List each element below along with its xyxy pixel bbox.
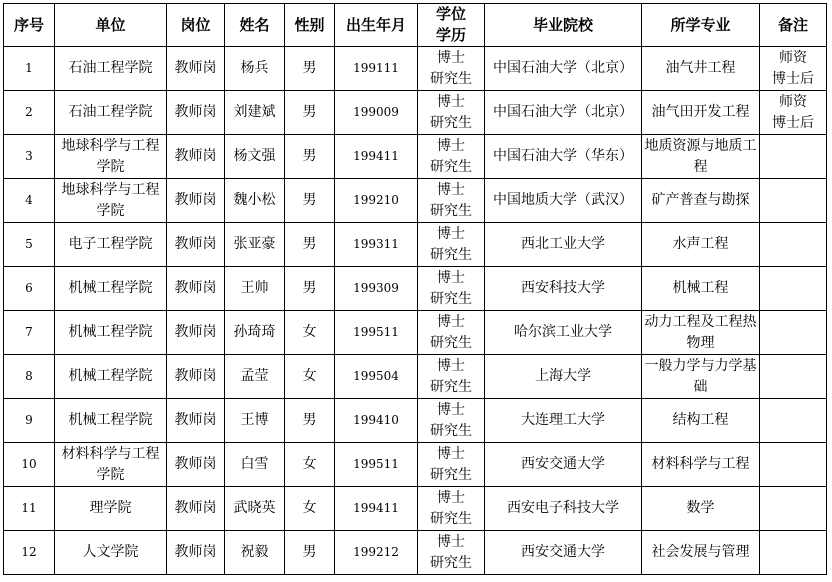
cell-post: 教师岗	[167, 47, 225, 91]
table-row	[4, 135, 827, 179]
cell-birth: 199111	[335, 47, 418, 91]
cell-note	[760, 135, 827, 179]
cell-note	[760, 311, 827, 355]
cell-degree: 博士 研究生	[418, 135, 485, 179]
cell-no: 3	[4, 135, 55, 179]
table-row	[4, 179, 827, 223]
cell-school: 西安交通大学	[485, 531, 642, 575]
cell-school: 中国石油大学（北京）	[485, 47, 642, 91]
cell-school: 西安电子科技大学	[485, 487, 642, 531]
cell-name: 孙琦琦	[225, 311, 285, 355]
cell-major: 动力工程及工程热物理	[642, 311, 760, 355]
header-name: 姓名	[225, 4, 285, 47]
cell-name: 刘建斌	[225, 91, 285, 135]
cell-unit: 机械工程学院	[55, 311, 167, 355]
cell-school: 西北工业大学	[485, 223, 642, 267]
cell-unit: 石油工程学院	[55, 47, 167, 91]
personnel-table	[3, 3, 827, 575]
cell-note	[760, 267, 827, 311]
cell-unit: 地球科学与工程学院	[55, 135, 167, 179]
cell-note	[760, 399, 827, 443]
cell-name: 张亚豪	[225, 223, 285, 267]
cell-birth: 199411	[335, 487, 418, 531]
cell-major: 油气田开发工程	[642, 91, 760, 135]
cell-note: 师资 博士后	[760, 47, 827, 91]
cell-no: 4	[4, 179, 55, 223]
cell-unit: 机械工程学院	[55, 267, 167, 311]
cell-name: 杨兵	[225, 47, 285, 91]
cell-birth: 199309	[335, 267, 418, 311]
cell-name: 杨文强	[225, 135, 285, 179]
cell-note: 师资 博士后	[760, 91, 827, 135]
cell-birth: 199511	[335, 443, 418, 487]
cell-degree: 博士 研究生	[418, 399, 485, 443]
table-row	[4, 91, 827, 135]
cell-no: 9	[4, 399, 55, 443]
table-row	[4, 267, 827, 311]
cell-post: 教师岗	[167, 311, 225, 355]
header-row	[4, 4, 827, 47]
cell-gender: 女	[285, 443, 335, 487]
cell-unit: 理学院	[55, 487, 167, 531]
cell-gender: 男	[285, 267, 335, 311]
cell-gender: 男	[285, 135, 335, 179]
header-major: 所学专业	[642, 4, 760, 47]
cell-school: 西安科技大学	[485, 267, 642, 311]
cell-post: 教师岗	[167, 135, 225, 179]
cell-note	[760, 487, 827, 531]
cell-gender: 男	[285, 91, 335, 135]
cell-unit: 机械工程学院	[55, 355, 167, 399]
cell-birth: 199511	[335, 311, 418, 355]
cell-gender: 男	[285, 399, 335, 443]
cell-name: 祝毅	[225, 531, 285, 575]
cell-school: 上海大学	[485, 355, 642, 399]
cell-degree: 博士 研究生	[418, 487, 485, 531]
cell-degree: 博士 研究生	[418, 47, 485, 91]
cell-unit: 材料科学与工程学院	[55, 443, 167, 487]
cell-unit: 电子工程学院	[55, 223, 167, 267]
cell-unit: 石油工程学院	[55, 91, 167, 135]
cell-degree: 博士 研究生	[418, 443, 485, 487]
cell-school: 大连理工大学	[485, 399, 642, 443]
cell-gender: 男	[285, 179, 335, 223]
cell-post: 教师岗	[167, 487, 225, 531]
cell-birth: 199009	[335, 91, 418, 135]
cell-gender: 女	[285, 311, 335, 355]
cell-major: 数学	[642, 487, 760, 531]
cell-no: 8	[4, 355, 55, 399]
cell-no: 10	[4, 443, 55, 487]
cell-post: 教师岗	[167, 91, 225, 135]
cell-school: 西安交通大学	[485, 443, 642, 487]
cell-no: 11	[4, 487, 55, 531]
cell-birth: 199504	[335, 355, 418, 399]
table-row	[4, 311, 827, 355]
cell-gender: 男	[285, 531, 335, 575]
cell-birth: 199210	[335, 179, 418, 223]
cell-post: 教师岗	[167, 223, 225, 267]
cell-name: 王博	[225, 399, 285, 443]
cell-degree: 博士 研究生	[418, 531, 485, 575]
cell-birth: 199311	[335, 223, 418, 267]
cell-birth: 199212	[335, 531, 418, 575]
cell-degree: 博士 研究生	[418, 267, 485, 311]
cell-school: 中国地质大学（武汉）	[485, 179, 642, 223]
cell-major: 材料科学与工程	[642, 443, 760, 487]
cell-name: 孟莹	[225, 355, 285, 399]
cell-no: 7	[4, 311, 55, 355]
cell-no: 6	[4, 267, 55, 311]
cell-gender: 女	[285, 487, 335, 531]
cell-unit: 地球科学与工程学院	[55, 179, 167, 223]
cell-no: 2	[4, 91, 55, 135]
cell-major: 地质资源与地质工程	[642, 135, 760, 179]
cell-name: 白雪	[225, 443, 285, 487]
cell-note	[760, 443, 827, 487]
table-row	[4, 487, 827, 531]
cell-major: 油气井工程	[642, 47, 760, 91]
cell-note	[760, 179, 827, 223]
cell-degree: 博士 研究生	[418, 179, 485, 223]
cell-major: 水声工程	[642, 223, 760, 267]
cell-post: 教师岗	[167, 399, 225, 443]
header-no: 序号	[4, 4, 55, 47]
cell-major: 一般力学与力学基础	[642, 355, 760, 399]
table-row	[4, 443, 827, 487]
cell-school: 中国石油大学（北京）	[485, 91, 642, 135]
cell-major: 矿产普查与勘探	[642, 179, 760, 223]
table-row	[4, 47, 827, 91]
cell-gender: 女	[285, 355, 335, 399]
cell-post: 教师岗	[167, 443, 225, 487]
cell-post: 教师岗	[167, 179, 225, 223]
cell-unit: 人文学院	[55, 531, 167, 575]
cell-note	[760, 355, 827, 399]
cell-name: 魏小松	[225, 179, 285, 223]
cell-note	[760, 531, 827, 575]
cell-post: 教师岗	[167, 531, 225, 575]
cell-major: 机械工程	[642, 267, 760, 311]
cell-post: 教师岗	[167, 355, 225, 399]
cell-degree: 博士 研究生	[418, 91, 485, 135]
cell-degree: 博士 研究生	[418, 223, 485, 267]
header-post: 岗位	[167, 4, 225, 47]
header-degree: 学位 学历	[418, 4, 485, 47]
cell-note	[760, 223, 827, 267]
cell-name: 武晓英	[225, 487, 285, 531]
header-gender: 性别	[285, 4, 335, 47]
cell-birth: 199411	[335, 135, 418, 179]
table-row	[4, 223, 827, 267]
table-row	[4, 531, 827, 575]
cell-post: 教师岗	[167, 267, 225, 311]
table-row	[4, 355, 827, 399]
table-body	[4, 47, 827, 575]
cell-gender: 男	[285, 223, 335, 267]
header-school: 毕业院校	[485, 4, 642, 47]
cell-birth: 199410	[335, 399, 418, 443]
cell-major: 社会发展与管理	[642, 531, 760, 575]
cell-gender: 男	[285, 47, 335, 91]
cell-unit: 机械工程学院	[55, 399, 167, 443]
cell-major: 结构工程	[642, 399, 760, 443]
cell-school: 中国石油大学（华东）	[485, 135, 642, 179]
header-birth: 出生年月	[335, 4, 418, 47]
cell-no: 12	[4, 531, 55, 575]
cell-degree: 博士 研究生	[418, 355, 485, 399]
cell-degree: 博士 研究生	[418, 311, 485, 355]
header-note: 备注	[760, 4, 827, 47]
cell-no: 1	[4, 47, 55, 91]
table-header	[4, 4, 827, 47]
cell-name: 王帅	[225, 267, 285, 311]
cell-no: 5	[4, 223, 55, 267]
cell-school: 哈尔滨工业大学	[485, 311, 642, 355]
table-row	[4, 399, 827, 443]
header-unit: 单位	[55, 4, 167, 47]
